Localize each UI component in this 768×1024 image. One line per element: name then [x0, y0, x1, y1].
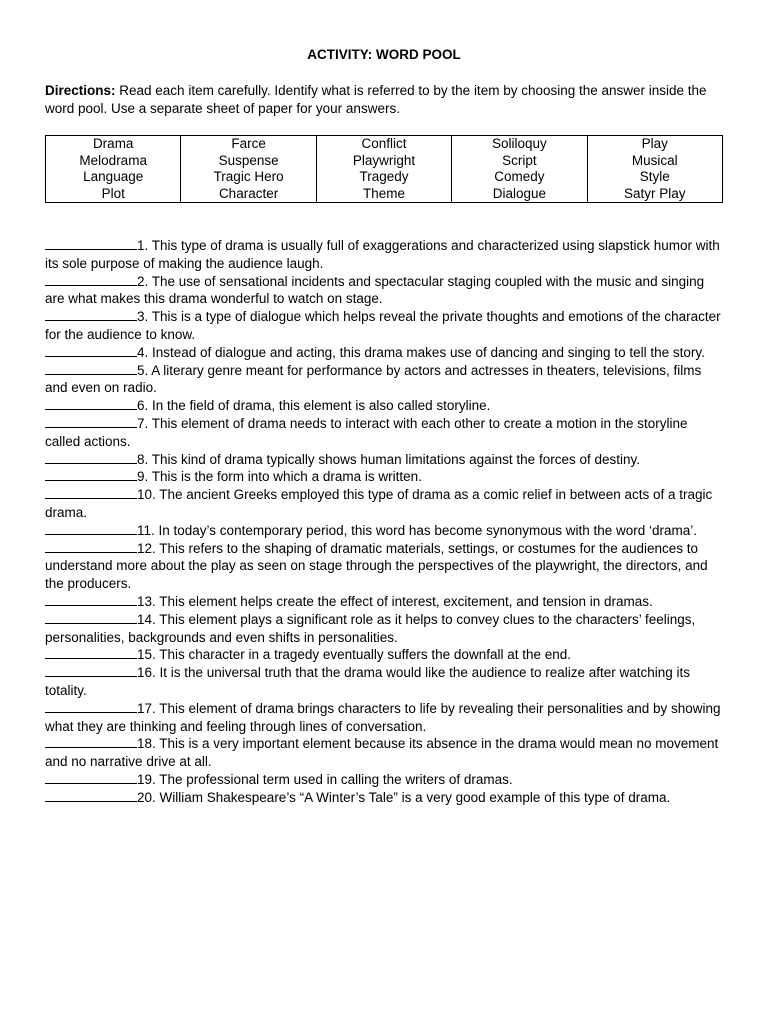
answer-blank[interactable]: [45, 415, 137, 428]
question-item: [45, 451, 723, 469]
question-text: 8. This kind of drama typically shows human limitations against the forces of destiny.: [137, 451, 640, 467]
word-pool-row: [46, 136, 723, 203]
question-text: 11. In today’s contemporary period, this word has become synonymous with the word ‘drama’.: [137, 522, 698, 538]
question-item: [45, 664, 723, 700]
answer-blank[interactable]: [45, 646, 137, 659]
word-pool-word: Farce: [231, 136, 266, 151]
answer-blank[interactable]: [45, 664, 137, 677]
question-text: 3. This is a type of dialogue which helps reveal the private thoughts and emotions of the character for the audience to know.: [45, 309, 721, 342]
answer-blank[interactable]: [45, 522, 137, 535]
word-pool-word: Comedy: [494, 169, 545, 184]
question-text: 5. A literary genre meant for performance by actors and actresses in theaters, televisions, films and even on radio.: [45, 362, 702, 396]
question-text: 7. This element of drama needs to interact with each other to create a motion in the storyline called actions.: [45, 415, 688, 449]
question-text: 18. This is a very important element because its absence in the drama would mean no movement and no narrative drive at all.: [45, 736, 719, 770]
word-pool-word: Playwright: [352, 152, 416, 168]
question-item: [45, 468, 723, 486]
word-pool-word: Drama: [92, 136, 134, 151]
question-text: 13. This element helps create the effect of interest, excitement, and tension in dramas.: [137, 593, 653, 609]
question-text: 12. This refers to the shaping of dramatic materials, settings, or costumes for the audiences to understand more about the play as seen on stage through the perspectives of the playwright, the directors, and the producers.: [45, 540, 708, 592]
question-list: [45, 237, 723, 807]
word-pool-word: Character: [218, 185, 279, 201]
question-item: [45, 397, 723, 415]
answer-blank[interactable]: [45, 611, 137, 624]
question-item: [45, 771, 723, 789]
word-pool-word: Theme: [362, 185, 405, 201]
question-item: [45, 486, 723, 522]
question-item: [45, 237, 723, 273]
question-text: 10. The ancient Greeks employed this type of drama as a comic relief in between acts of a tragic drama.: [45, 487, 713, 520]
word-pool-word: Script: [502, 152, 537, 168]
word-pool-word: Musical: [631, 152, 678, 168]
answer-blank[interactable]: [45, 237, 137, 250]
question-text: 1. This type of drama is usually full of exaggerations and characterized using slapstick humor with its sole purpose of making the audience laugh.: [45, 238, 720, 271]
directions-label: Directions:: [45, 83, 116, 98]
directions: [45, 82, 723, 117]
page-title: ACTIVITY: WORD POOL: [307, 47, 461, 62]
word-pool-word: Suspense: [218, 152, 279, 168]
question-item: [45, 593, 723, 611]
question-item: [45, 344, 723, 362]
worksheet-page: [45, 46, 723, 807]
question-text: 17. This element of drama brings characters to life by revealing their personalities and by showing what they are thinking and feeling through lines of conversation.: [45, 700, 721, 734]
answer-blank[interactable]: [45, 397, 137, 410]
question-text: 2. The use of sensational incidents and spectacular staging coupled with the music and singing are what makes this drama wonderful to watch on stage.: [45, 273, 705, 307]
word-pool-word: Plot: [101, 185, 125, 201]
question-text: 6. In the field of drama, this element is also called storyline.: [137, 398, 491, 414]
answer-blank[interactable]: [45, 451, 137, 464]
question-text: 9. This is the form into which a drama is written.: [137, 469, 422, 485]
question-item: [45, 646, 723, 664]
answer-blank[interactable]: [45, 362, 137, 375]
answer-blank[interactable]: [45, 735, 137, 748]
answer-blank[interactable]: [45, 344, 137, 357]
word-pool-word: Satyr Play: [624, 185, 686, 201]
directions-text: Read each item carefully. Identify what is referred to by the item by choosing the answer inside the word pool. Use a separate sheet of paper for your answers.: [45, 83, 707, 116]
question-item: [45, 735, 723, 771]
question-item: [45, 789, 723, 807]
question-item: [45, 700, 723, 736]
answer-blank[interactable]: [45, 593, 137, 606]
word-pool-word: Melodrama: [79, 152, 147, 168]
question-text: 16. It is the universal truth that the drama would like the audience to realize after watching its totality.: [45, 665, 691, 698]
answer-blank[interactable]: [45, 273, 137, 286]
question-item: [45, 611, 723, 647]
question-text: 20. William Shakespeare’s “A Winter’s Tale” is a very good example of this type of drama.: [137, 789, 671, 805]
question-text: 4. Instead of dialogue and acting, this drama makes use of dancing and singing to tell the story.: [137, 344, 705, 360]
word-pool-table: [45, 135, 723, 203]
word-pool-column: [587, 136, 722, 203]
question-item: [45, 362, 723, 398]
question-text: 14. This element plays a significant role as it helps to convey clues to the characters’ feelings, personalities, backgrounds and even shifts in personalities.: [45, 611, 696, 645]
word-pool-column: [316, 136, 451, 203]
answer-blank[interactable]: [45, 771, 137, 784]
word-pool-word: Play: [641, 136, 668, 151]
word-pool-word: Conflict: [361, 136, 407, 151]
question-item: [45, 308, 723, 344]
answer-blank[interactable]: [45, 468, 137, 481]
question-item: [45, 522, 723, 540]
answer-blank[interactable]: [45, 308, 137, 321]
question-text: 15. This character in a tragedy eventually suffers the downfall at the end.: [137, 647, 572, 663]
question-item: [45, 273, 723, 309]
question-item: [45, 540, 723, 593]
question-item: [45, 415, 723, 451]
question-text: 19. The professional term used in calling the writers of dramas.: [137, 771, 513, 787]
word-pool-word: Tragic Hero: [213, 169, 284, 184]
word-pool-column: [181, 136, 316, 203]
answer-blank[interactable]: [45, 540, 137, 553]
word-pool-word: Tragedy: [359, 169, 409, 184]
answer-blank[interactable]: [45, 700, 137, 713]
word-pool-column: [46, 136, 181, 203]
word-pool-word: Soliloquy: [491, 136, 547, 151]
word-pool-word: Language: [83, 169, 144, 184]
word-pool-word: Style: [639, 169, 670, 184]
word-pool-column: [452, 136, 587, 203]
answer-blank[interactable]: [45, 789, 137, 802]
word-pool-word: Dialogue: [492, 185, 547, 201]
answer-blank[interactable]: [45, 486, 137, 499]
